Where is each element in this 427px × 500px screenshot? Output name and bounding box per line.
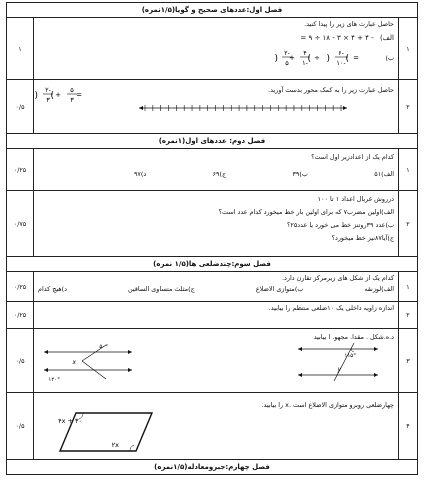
parallel-lines-figure-left bbox=[42, 339, 134, 385]
section-3-title: فصل سوم:چندضلعی ها(۱/۵ نمره) bbox=[7, 257, 418, 272]
svg-text:-۶: -۶ bbox=[338, 48, 345, 57]
question-row-3 bbox=[7, 149, 418, 191]
option-d[interactable]: د)۹۷ bbox=[134, 170, 147, 178]
question-number: ۲ bbox=[399, 302, 418, 329]
question-content bbox=[34, 393, 399, 460]
svg-text:): ) bbox=[307, 53, 312, 64]
option-b[interactable]: ب)۳۹ bbox=[292, 170, 308, 178]
svg-text:۴: ۴ bbox=[303, 48, 308, 57]
question-row-1 bbox=[7, 18, 418, 80]
question-number: ۳ bbox=[399, 329, 418, 393]
svg-text:۵: ۵ bbox=[70, 86, 74, 94]
angle-label-left-top: ۵۰° bbox=[99, 344, 109, 350]
sub-question-c: ج)آیا۸۷نیز خط میخورد؟ bbox=[331, 234, 394, 242]
question-row-4 bbox=[7, 191, 418, 257]
question-content bbox=[34, 149, 399, 191]
svg-text:=: = bbox=[353, 53, 360, 62]
question-row-7 bbox=[7, 329, 418, 393]
question-prompt: حاصل عبارت های زیر را پیدا کنید. bbox=[304, 20, 394, 28]
question-content bbox=[34, 329, 399, 393]
svg-text:(: ( bbox=[326, 53, 331, 64]
svg-text:۵: ۵ bbox=[285, 58, 290, 67]
question-score: ۰/۲۵ bbox=[7, 302, 34, 329]
question-score: ۰/۵ bbox=[7, 329, 34, 393]
options-list bbox=[134, 170, 394, 178]
option-c[interactable]: ج)مثلث متساوی الساقین bbox=[128, 285, 195, 293]
svg-text:+: + bbox=[55, 91, 62, 99]
question-number: ۱ bbox=[399, 149, 418, 191]
question-number: ۱ bbox=[399, 18, 418, 80]
question-number: ۱ bbox=[399, 272, 418, 302]
angle-label-a: ۴x + ۳۰ bbox=[58, 417, 83, 425]
svg-text:(: ( bbox=[34, 91, 39, 101]
svg-text:-۱: -۱ bbox=[302, 58, 309, 67]
question-prompt: اندازه زاویه داخلی یک ۱۰ضلعی منتظم را بیابید. bbox=[268, 304, 394, 312]
question-prompt: کدام یک از اعدادزیر اول است؟ bbox=[311, 153, 394, 161]
question-prompt: حاصل عبارت زیر را به کمک محور بدست آورید. bbox=[268, 86, 394, 94]
expression-b bbox=[38, 47, 394, 69]
option-a[interactable]: الف)۵۱ bbox=[374, 170, 394, 178]
question-number: ۲ bbox=[399, 191, 418, 257]
question-score: ۰/۲۵ bbox=[7, 272, 34, 302]
angle-label-b: ۲x bbox=[111, 441, 120, 449]
section-4-title: فصل چهارم:جبرومعادله(۱/۵نمره) bbox=[7, 460, 418, 475]
number-expression bbox=[36, 83, 116, 107]
section-2-header bbox=[7, 134, 418, 149]
number-line bbox=[139, 101, 347, 115]
variable-label-x: x bbox=[72, 359, 77, 366]
svg-text:۳: ۳ bbox=[70, 96, 74, 104]
expression-a-text: = ۹ ÷ ۱۸ - ۳ × ۴ + ۴ - bbox=[300, 34, 374, 42]
sub-question-b: ب)عدد ۳۹روتنز خط می خورد یا عدد۲۵؟ bbox=[287, 221, 394, 229]
section-4-header bbox=[7, 460, 418, 475]
variable-label-y: y bbox=[337, 366, 342, 373]
option-a[interactable]: الف)لوزنقه bbox=[364, 285, 394, 293]
option-d[interactable]: د)هیچ کدام bbox=[38, 285, 67, 293]
expression-b-label: ب) bbox=[385, 53, 394, 62]
svg-text:۳: ۳ bbox=[46, 96, 50, 104]
svg-text:-۲: -۲ bbox=[45, 86, 51, 94]
question-score: ۱ bbox=[7, 18, 34, 80]
angle-label-right-top: ۱۱۵° bbox=[344, 353, 357, 359]
question-content bbox=[34, 191, 399, 257]
svg-text:÷: ÷ bbox=[314, 53, 321, 62]
svg-text:+: + bbox=[289, 53, 296, 62]
parallel-lines-figure-right bbox=[296, 341, 380, 383]
svg-text:-۱۰: -۱۰ bbox=[336, 58, 347, 67]
svg-text:-۲: -۲ bbox=[284, 48, 291, 57]
question-row-8 bbox=[7, 393, 418, 460]
angle-label-left-bottom: ۱۲۰° bbox=[48, 377, 61, 383]
svg-text:(: ( bbox=[274, 53, 279, 64]
section-1-title: فصل اول:عددهای صحیح و گویا(۱/۵نمره) bbox=[7, 3, 418, 18]
question-prompt: د.ه.شکل . مقدا. مجهو. ا بیابید bbox=[313, 333, 394, 341]
sub-question-a: الف)اولین مضرب۷ که برای اولین بار خط میخورد کدام عدد است؟ bbox=[218, 208, 394, 216]
question-content bbox=[34, 302, 399, 329]
question-number: ۴ bbox=[399, 393, 418, 460]
svg-text:): ) bbox=[345, 53, 350, 64]
parallelogram-figure bbox=[56, 407, 156, 457]
svg-text:=: = bbox=[76, 91, 83, 99]
options-list bbox=[38, 285, 394, 293]
question-row-6 bbox=[7, 302, 418, 329]
section-1-header bbox=[7, 3, 418, 18]
section-3-header bbox=[7, 257, 418, 272]
question-score: ۰/۵ bbox=[7, 80, 34, 134]
question-score: ۰/۲۵ bbox=[7, 149, 34, 191]
section-2-title: فصل دوم: عددهای اول(۱نمره) bbox=[7, 134, 418, 149]
expression-a-label: الف) bbox=[379, 34, 394, 42]
option-b[interactable]: ب)متوازی الاضلاع bbox=[255, 285, 304, 293]
question-content bbox=[34, 80, 399, 134]
question-row-5 bbox=[7, 272, 418, 302]
expression-a bbox=[38, 34, 394, 43]
exam-table bbox=[6, 2, 418, 475]
question-score: ۰/۵ bbox=[7, 393, 34, 460]
question-content bbox=[34, 18, 399, 80]
expression-b-fractions bbox=[275, 47, 385, 69]
svg-text:): ) bbox=[50, 91, 55, 101]
question-score: ۰/۷۵ bbox=[7, 191, 34, 257]
question-prompt: کدام یک از شکل های زیرمرکز تقارن دارد. bbox=[282, 274, 394, 282]
question-content bbox=[34, 272, 399, 302]
option-c[interactable]: ج)۶۹ bbox=[212, 170, 227, 178]
question-row-2 bbox=[7, 80, 418, 134]
question-prompt: درروش غربال اعداد ۱ تا ۱۰۰ bbox=[317, 195, 394, 203]
question-prompt: چهارضلعی روبرو متوازی الاضلاع است .x را بیابید. bbox=[261, 401, 394, 409]
question-number: ۲ bbox=[399, 80, 418, 134]
